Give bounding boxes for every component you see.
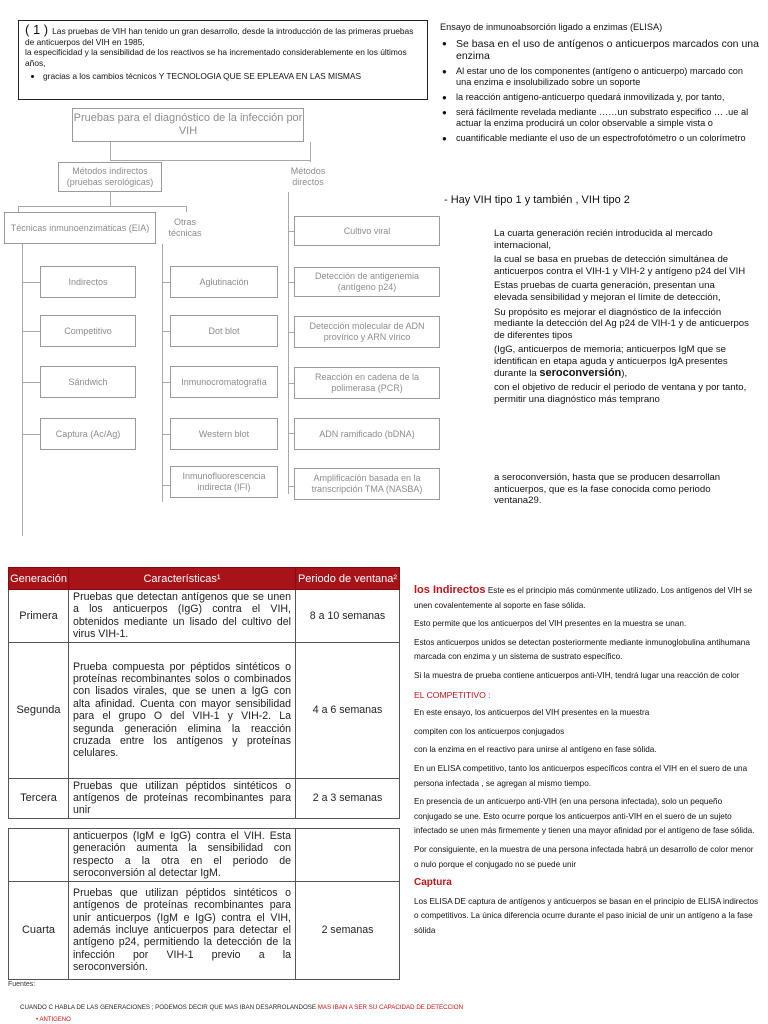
diagram-pcr: Reacción en cadena de la polimerasa (PCR) bbox=[294, 367, 440, 399]
diagram-tma-nasba: Amplificación basada en la transcripción TMA (NASBA) bbox=[294, 468, 440, 500]
table-row: Primera Pruebas que detectan antígenos que se unen a los anticuerpos (IgG) contra el VIH, obtenidos mediante un lisado del cultivo del virus VIH-1. 8 a 10 semanas bbox=[9, 590, 400, 643]
intro-bullet-list bbox=[43, 71, 421, 82]
paragraph: En este ensayo, los anticuerpos del VIH presentes en la muestra bbox=[414, 708, 650, 718]
paragraph: Su propósito es mejorar el diagnóstico de la infección mediante la detección del Ag p24 de VIH-1 y de anticuerpos de diferentes tipos bbox=[494, 306, 749, 341]
diagram-ifi: Inmunofluorescencia indirecta (IFI) bbox=[170, 466, 278, 498]
diagram-viral-culture: Cultivo viral bbox=[294, 216, 440, 246]
fourth-generation-text bbox=[494, 228, 750, 408]
diagram-other-techniques: Otras técnicas bbox=[160, 212, 210, 244]
diagram-direct-methods: Métodos directos bbox=[276, 162, 340, 192]
paragraph: Por consiguiente, en la muestra de una persona infectada habrá un desarrollo de color menor o nulo porque el conjugado no se puede unir bbox=[414, 844, 754, 869]
paragraph: Esto permite que los anticuerpos del VIH presentes en la muestra se unan. bbox=[414, 619, 687, 629]
elisa-item: ● cuantificable mediante el uso de un espectrofotómetro o un colorímetro bbox=[440, 133, 760, 144]
generations-table bbox=[8, 567, 400, 819]
competitive-heading: EL COMPETITIVO : bbox=[414, 689, 491, 700]
seroconversion-bold: seroconversión bbox=[539, 366, 622, 379]
vih-types-line: - Hay VIH tipo 1 y también , VIH tipo 2 bbox=[444, 194, 630, 206]
table-row: Cuarta Pruebas que utilizan péptidos sintéticos o antígenos de proteínas recombinantes para unir anticuerpos (IgM e IgG) contra el VIH, además incluye anticuerpos para detectar el antígeno p24, permitiendo la detección de la infección por VIH-1 previo a la seroconversión. 2 semanas bbox=[9, 881, 400, 979]
paragraph: (IgG, anticuerpos de memoria; anticuerpos IgM que se identifican en etapa aguda y anticuerpos IgA presentes durante la seroconversión), bbox=[494, 344, 728, 379]
diagram-eia-sandwich: Sándwich bbox=[40, 366, 136, 398]
intro-line-1: ( 1 ) Las pruebas de VIH han tenido un gran desarrollo, desde la introducción de las primeras pruebas de anticuerpos del VIH en 1985, bbox=[25, 22, 414, 47]
paragraph: con la enzima en el reactivo para unirse al antígeno en fase sólida. bbox=[414, 745, 657, 755]
diagram-eia-capture: Captura (Ac/Ag) bbox=[40, 418, 136, 450]
table-row: Tercera Pruebas que utilizan péptidos sintéticos o antígenos de proteínas recombinantes para unir 2 a 3 semanas bbox=[9, 778, 400, 818]
elisa-heading: Ensayo de inmunoabsorción ligado a enzimas (ELISA) bbox=[440, 22, 663, 32]
diagram-bdna: ADN ramificado (bDNA) bbox=[294, 418, 440, 450]
paragraph: la cual se basa en pruebas de detección simultánea de anticuerpos contra el VIH-1 y VIH-2 y antígeno p24 del VIH bbox=[494, 254, 746, 277]
diagram-p24-antigenemia: Detección de antigenemia (antígeno p24) bbox=[294, 267, 440, 297]
table-header-characteristics: Características¹ bbox=[69, 568, 296, 590]
window-period-paragraph: a seroconversión, hasta que se producen desarrollan anticuerpos, que es la fase conocida como periodo ventana29. bbox=[494, 472, 721, 507]
paragraph: En presencia de un anticuerpo anti-VIH (en una persona infectada), solo un pequeño conjugado se une. Esto ocurre porque los anticuerpos anti-VIH en el suero de un sujeto infectado se unen más firmemente y tienen una mayor afinidad por el antígeno de fase sólida. bbox=[414, 797, 755, 836]
diagram-molecular-detection: Detección molecular de ADN provírico y ARN vírico bbox=[294, 316, 440, 348]
paragraph: Los ELISA DE captura de antígenos y anticuerpos se basan en el principio de ELISA indirectos o competitivos. La única diferencia ocurre durante el paso inicial de unir un antígeno a la fase sólida bbox=[414, 896, 759, 935]
diagram-eia: Técnicas inmunoenzimáticas (EIA) bbox=[4, 212, 156, 244]
paragraph: compiten con los anticuerpos conjugados bbox=[414, 726, 565, 736]
diagram-eia-competitive: Competitivo bbox=[40, 315, 136, 347]
paragraph: con el objetivo de reducir el periodo de ventana y por tanto, permitir una diagnóstico más temprano bbox=[494, 382, 747, 405]
paragraph: La cuarta generación recién introducida al mercado internacional, bbox=[494, 228, 713, 251]
indirect-heading: los Indirectos bbox=[414, 584, 486, 596]
generations-note: CUANDO C HABLA DE LAS GENERACIONES ; PODEMOS DECIR QUE MAS IBAN DESARROLANDOSE MAS IBAN A SER SU CAPACIDAD DE DETECCION bbox=[20, 1004, 464, 1011]
elisa-item: ● será fácilmente revelada mediante ……un substrato especifico … .ue al actuar la enzima producirá un color observable a simple vista o bbox=[440, 107, 760, 129]
paragraph: Si la muestra de prueba contiene anticuerpos anti-VIH, tendrá lugar una reacción de color bbox=[414, 670, 740, 680]
footnote-number: ( 1 ) bbox=[25, 22, 49, 37]
diagram-agglutination: Aglutinación bbox=[170, 266, 278, 298]
sources-label: Fuentes: bbox=[8, 981, 36, 988]
elisa-item: ● Al estar uno de los componentes (antígeno o anticuerpo) marcado con una enzima e insolubilizado sobre un soporte bbox=[440, 66, 760, 88]
table-header-generation: Generación bbox=[9, 568, 69, 590]
diagram-indirect-methods: Métodos indirectos (pruebas serológicas) bbox=[58, 162, 162, 192]
elisa-types-section bbox=[414, 583, 760, 942]
elisa-item: ● Se basa en el uso de antígenos o anticuerpos marcados con una enzima bbox=[440, 38, 760, 62]
elisa-item: ● la reacción antígeno-anticuerpo quedará inmovilizada y, por tanto, bbox=[440, 92, 760, 103]
diagram-dot-blot: Dot blot bbox=[170, 315, 278, 347]
hiv-diagnosis-diagram bbox=[0, 100, 445, 500]
elisa-section bbox=[440, 22, 760, 148]
paragraph: Estas pruebas de cuarta generación, presentan una elevada sensibilidad y mejoran el límite de detección, bbox=[494, 280, 721, 303]
table-header-window-period: Periodo de ventana² bbox=[296, 568, 400, 590]
paragraph: Estos anticuerpos unidos se detectan posteriormente mediante inmunoglobulina antihumana marcada con enzima y un sistema de sustrato específico. bbox=[414, 637, 750, 662]
elisa-list bbox=[440, 38, 760, 144]
capture-heading: Captura bbox=[414, 877, 452, 889]
diagram-immunochromatography: Inmunocromatografía bbox=[170, 366, 278, 398]
antigen-bullet: • ANTIGENO bbox=[36, 1017, 71, 1023]
generations-table-continued bbox=[8, 828, 400, 980]
intro-bullet: • gracias a los cambios técnicos Y TECNOLOGIA QUE SE EPLEAVA EN LAS MISMAS bbox=[43, 71, 421, 82]
paragraph: En un ELISA competitivo, tanto los anticuerpos específicos contra el VIH en el suero de una persona infectada , se agregan al mismo tiempo. bbox=[414, 763, 748, 788]
paragraph: los Indirectos Este es el principio más comúnmente utilizado. Los antígenos del VIH se unen covalentemente al soporte en fase sólida. bbox=[414, 584, 753, 610]
diagram-eia-indirect: Indirectos bbox=[40, 266, 136, 298]
intro-note-box bbox=[18, 20, 428, 100]
table-row: Segunda Prueba compuesta por péptidos sintéticos o proteínas recombinantes solos o combinados con lisados virales, que se unen a IgG con alta afinidad. Cuenta con mayor sensibilidad para el grupo O del VIH-1 y VIH-2. La segunda generación elimina la reacción cruzada entre los antígenos y proteínas celulares. 4 a 6 semanas bbox=[9, 642, 400, 778]
diagram-title: Pruebas para el diagnóstico de la infección por VIH bbox=[72, 108, 304, 142]
diagram-western-blot: Western blot bbox=[170, 418, 278, 450]
table-row: anticuerpos (IgM e IgG) contra el VIH. Esta generación aumenta la sensibilidad con respecto a la otra en el periodo de seroconversión al detectar IgM. bbox=[9, 829, 400, 882]
intro-line-2: la especificidad y la sensibilidad de los reactivos se ha incrementado considerablemente en los últimos años, bbox=[25, 47, 407, 68]
